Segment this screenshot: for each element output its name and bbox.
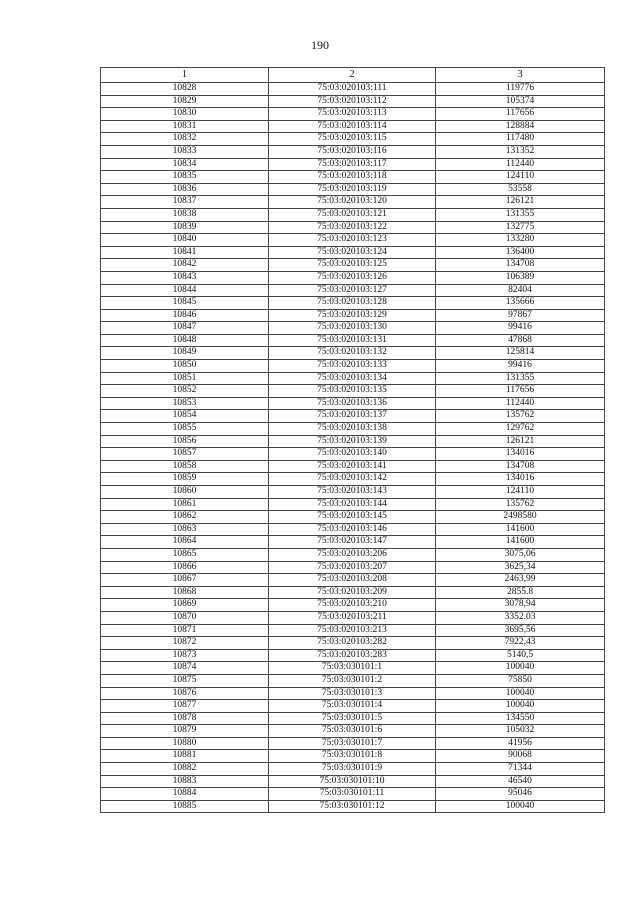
value-cell: 126121	[436, 196, 605, 209]
row-number-cell: 10841	[101, 246, 269, 259]
cadastral-number-cell: 75:03:020103:146	[269, 523, 436, 536]
row-number-cell: 10833	[101, 145, 269, 158]
table-row	[101, 775, 605, 788]
table-row	[101, 133, 605, 146]
table-row	[101, 221, 605, 234]
value-cell: 47868	[436, 334, 605, 347]
row-number-cell: 10829	[101, 95, 269, 108]
cadastral-number-cell: 75:03:020103:141	[269, 460, 436, 473]
cadastral-number-cell: 75:03:020103:116	[269, 145, 436, 158]
cadastral-number-cell: 75:03:020103:125	[269, 259, 436, 272]
value-cell: 2855.8	[436, 586, 605, 599]
value-cell: 3352.03	[436, 611, 605, 624]
value-cell: 131355	[436, 372, 605, 385]
cadastral-number-cell: 75:03:020103:209	[269, 586, 436, 599]
value-cell: 106389	[436, 271, 605, 284]
cadastral-number-cell: 75:03:030101:5	[269, 712, 436, 725]
table-row	[101, 171, 605, 184]
column-header-2: 2	[269, 68, 436, 83]
row-number-cell: 10875	[101, 674, 269, 687]
table-row	[101, 674, 605, 687]
cadastral-number-cell: 75:03:020103:132	[269, 347, 436, 360]
table-row	[101, 687, 605, 700]
row-number-cell: 10873	[101, 649, 269, 662]
table-body	[101, 83, 605, 813]
value-cell: 135762	[436, 498, 605, 511]
table-row	[101, 372, 605, 385]
value-cell: 3625,34	[436, 561, 605, 574]
value-cell: 3695,56	[436, 624, 605, 637]
cadastral-number-cell: 75:03:030101:7	[269, 737, 436, 750]
value-cell: 53558	[436, 183, 605, 196]
cadastral-number-cell: 75:03:020103:131	[269, 334, 436, 347]
table-row	[101, 574, 605, 587]
row-number-cell: 10865	[101, 548, 269, 561]
row-number-cell: 10857	[101, 448, 269, 461]
table-row	[101, 297, 605, 310]
value-cell: 99416	[436, 322, 605, 335]
cadastral-number-cell: 75:03:020103:126	[269, 271, 436, 284]
cadastral-number-cell: 75:03:020103:111	[269, 83, 436, 96]
row-number-cell: 10867	[101, 574, 269, 587]
table-row	[101, 385, 605, 398]
value-cell: 2498580	[436, 511, 605, 524]
row-number-cell: 10836	[101, 183, 269, 196]
row-number-cell: 10854	[101, 410, 269, 423]
cadastral-number-cell: 75:03:020103:136	[269, 397, 436, 410]
row-number-cell: 10840	[101, 234, 269, 247]
value-cell: 46540	[436, 775, 605, 788]
row-number-cell: 10839	[101, 221, 269, 234]
cadastral-number-cell: 75:03:020103:114	[269, 120, 436, 133]
row-number-cell: 10850	[101, 360, 269, 373]
cadastral-number-cell: 75:03:020103:147	[269, 536, 436, 549]
value-cell: 112440	[436, 158, 605, 171]
cadastral-number-cell: 75:03:020103:144	[269, 498, 436, 511]
value-cell: 124110	[436, 486, 605, 499]
table-row	[101, 548, 605, 561]
cadastral-number-cell: 75:03:020103:210	[269, 599, 436, 612]
table-row	[101, 473, 605, 486]
cadastral-number-cell: 75:03:020103:123	[269, 234, 436, 247]
table-row	[101, 649, 605, 662]
table-row	[101, 662, 605, 675]
value-cell: 105374	[436, 95, 605, 108]
value-cell: 112440	[436, 397, 605, 410]
cadastral-number-cell: 75:03:020103:143	[269, 486, 436, 499]
table-row	[101, 145, 605, 158]
table-row	[101, 158, 605, 171]
row-number-cell: 10847	[101, 322, 269, 335]
table-row	[101, 561, 605, 574]
value-cell: 124110	[436, 171, 605, 184]
row-number-cell: 10851	[101, 372, 269, 385]
value-cell: 135762	[436, 410, 605, 423]
row-number-cell: 10834	[101, 158, 269, 171]
page-number: 190	[311, 38, 329, 52]
table-row	[101, 725, 605, 738]
value-cell: 134708	[436, 259, 605, 272]
value-cell: 119776	[436, 83, 605, 96]
value-cell: 100040	[436, 800, 605, 813]
row-number-cell: 10830	[101, 108, 269, 121]
row-number-cell: 10859	[101, 473, 269, 486]
table-row	[101, 712, 605, 725]
cadastral-number-cell: 75:03:020103:206	[269, 548, 436, 561]
cadastral-number-cell: 75:03:020103:134	[269, 372, 436, 385]
cadastral-number-cell: 75:03:020103:142	[269, 473, 436, 486]
row-number-cell: 10858	[101, 460, 269, 473]
table-row	[101, 347, 605, 360]
value-cell: 5140,5	[436, 649, 605, 662]
cadastral-number-cell: 75:03:020103:115	[269, 133, 436, 146]
row-number-cell: 10837	[101, 196, 269, 209]
value-cell: 97867	[436, 309, 605, 322]
table-row	[101, 259, 605, 272]
value-cell: 71344	[436, 763, 605, 776]
cadastral-number-cell: 75:03:020103:127	[269, 284, 436, 297]
value-cell: 134708	[436, 460, 605, 473]
row-number-cell: 10868	[101, 586, 269, 599]
cadastral-number-cell: 75:03:020103:145	[269, 511, 436, 524]
table-row	[101, 624, 605, 637]
cadastral-number-cell: 75:03:030101:1	[269, 662, 436, 675]
cadastral-number-cell: 75:03:020103:135	[269, 385, 436, 398]
value-cell: 136400	[436, 246, 605, 259]
cadastral-number-cell: 75:03:030101:3	[269, 687, 436, 700]
table-row	[101, 196, 605, 209]
table-row	[101, 284, 605, 297]
cadastral-number-cell: 75:03:030101:11	[269, 788, 436, 801]
cadastral-number-cell: 75:03:020103:119	[269, 183, 436, 196]
cadastral-number-cell: 75:03:030101:6	[269, 725, 436, 738]
row-number-cell: 10838	[101, 208, 269, 221]
table-row	[101, 183, 605, 196]
table-row	[101, 360, 605, 373]
row-number-cell: 10862	[101, 511, 269, 524]
cadastral-number-cell: 75:03:020103:112	[269, 95, 436, 108]
cadastral-number-cell: 75:03:030101:9	[269, 763, 436, 776]
table-row	[101, 586, 605, 599]
row-number-cell: 10880	[101, 737, 269, 750]
value-cell: 117656	[436, 108, 605, 121]
row-number-cell: 10853	[101, 397, 269, 410]
row-number-cell: 10863	[101, 523, 269, 536]
row-number-cell: 10876	[101, 687, 269, 700]
value-cell: 100040	[436, 687, 605, 700]
cadastral-number-cell: 75:03:020103:118	[269, 171, 436, 184]
row-number-cell: 10828	[101, 83, 269, 96]
cadastral-number-cell: 75:03:020103:129	[269, 309, 436, 322]
row-number-cell: 10860	[101, 486, 269, 499]
table-row	[101, 737, 605, 750]
header-row	[101, 68, 605, 83]
cadastral-number-cell: 75:03:020103:213	[269, 624, 436, 637]
value-cell: 117656	[436, 385, 605, 398]
cadastral-number-cell: 75:03:020103:208	[269, 574, 436, 587]
row-number-cell: 10856	[101, 435, 269, 448]
row-number-cell: 10869	[101, 599, 269, 612]
value-cell: 75850	[436, 674, 605, 687]
cadastral-number-cell: 75:03:020103:121	[269, 208, 436, 221]
cadastral-number-cell: 75:03:020103:122	[269, 221, 436, 234]
table-row	[101, 334, 605, 347]
value-cell: 82404	[436, 284, 605, 297]
table-row	[101, 423, 605, 436]
data-table	[100, 67, 605, 813]
table-row	[101, 637, 605, 650]
row-number-cell: 10883	[101, 775, 269, 788]
table-row	[101, 83, 605, 96]
row-number-cell: 10861	[101, 498, 269, 511]
cadastral-number-cell: 75:03:020103:124	[269, 246, 436, 259]
value-cell: 141600	[436, 523, 605, 536]
row-number-cell: 10845	[101, 297, 269, 310]
value-cell: 117480	[436, 133, 605, 146]
table-row	[101, 435, 605, 448]
row-number-cell: 10866	[101, 561, 269, 574]
table-row	[101, 460, 605, 473]
table-row	[101, 511, 605, 524]
row-number-cell: 10852	[101, 385, 269, 398]
row-number-cell: 10844	[101, 284, 269, 297]
value-cell: 99416	[436, 360, 605, 373]
table-row	[101, 800, 605, 813]
table-row	[101, 246, 605, 259]
table-row	[101, 611, 605, 624]
column-header-3: 3	[436, 68, 605, 83]
row-number-cell: 10835	[101, 171, 269, 184]
cadastral-number-cell: 75:03:020103:211	[269, 611, 436, 624]
value-cell: 3075,06	[436, 548, 605, 561]
table-row	[101, 95, 605, 108]
value-cell: 134016	[436, 473, 605, 486]
table-row	[101, 208, 605, 221]
value-cell: 128884	[436, 120, 605, 133]
cadastral-number-cell: 75:03:030101:4	[269, 700, 436, 713]
value-cell: 133280	[436, 234, 605, 247]
value-cell: 131355	[436, 208, 605, 221]
table-row	[101, 410, 605, 423]
cadastral-number-cell: 75:03:030101:2	[269, 674, 436, 687]
row-number-cell: 10872	[101, 637, 269, 650]
value-cell: 7922,43	[436, 637, 605, 650]
row-number-cell: 10849	[101, 347, 269, 360]
value-cell: 105032	[436, 725, 605, 738]
cadastral-number-cell: 75:03:020103:117	[269, 158, 436, 171]
cadastral-number-cell: 75:03:030101:8	[269, 750, 436, 763]
value-cell: 100040	[436, 662, 605, 675]
row-number-cell: 10842	[101, 259, 269, 272]
table-row	[101, 700, 605, 713]
value-cell: 134016	[436, 448, 605, 461]
value-cell: 132775	[436, 221, 605, 234]
row-number-cell: 10874	[101, 662, 269, 675]
table-row	[101, 536, 605, 549]
row-number-cell: 10885	[101, 800, 269, 813]
table-row	[101, 750, 605, 763]
value-cell: 2463,99	[436, 574, 605, 587]
value-cell: 90068	[436, 750, 605, 763]
table-row	[101, 523, 605, 536]
row-number-cell: 10877	[101, 700, 269, 713]
value-cell: 141600	[436, 536, 605, 549]
value-cell: 41956	[436, 737, 605, 750]
cadastral-number-cell: 75:03:020103:128	[269, 297, 436, 310]
row-number-cell: 10879	[101, 725, 269, 738]
table-row	[101, 271, 605, 284]
value-cell: 95046	[436, 788, 605, 801]
cadastral-number-cell: 75:03:020103:138	[269, 423, 436, 436]
value-cell: 131352	[436, 145, 605, 158]
row-number-cell: 10871	[101, 624, 269, 637]
table-row	[101, 108, 605, 121]
cadastral-number-cell: 75:03:020103:283	[269, 649, 436, 662]
cadastral-number-cell: 75:03:020103:207	[269, 561, 436, 574]
cadastral-number-cell: 75:03:020103:133	[269, 360, 436, 373]
table-row	[101, 763, 605, 776]
cadastral-number-cell: 75:03:020103:137	[269, 410, 436, 423]
table-row	[101, 599, 605, 612]
table-row	[101, 322, 605, 335]
row-number-cell: 10831	[101, 120, 269, 133]
table-row	[101, 234, 605, 247]
row-number-cell: 10870	[101, 611, 269, 624]
row-number-cell: 10878	[101, 712, 269, 725]
table-row	[101, 309, 605, 322]
row-number-cell: 10848	[101, 334, 269, 347]
column-header-1: 1	[101, 68, 269, 83]
table-row	[101, 448, 605, 461]
row-number-cell: 10855	[101, 423, 269, 436]
row-number-cell: 10881	[101, 750, 269, 763]
value-cell: 125814	[436, 347, 605, 360]
row-number-cell: 10846	[101, 309, 269, 322]
row-number-cell: 10843	[101, 271, 269, 284]
table-row	[101, 120, 605, 133]
row-number-cell: 10882	[101, 763, 269, 776]
value-cell: 3078,94	[436, 599, 605, 612]
cadastral-number-cell: 75:03:020103:140	[269, 448, 436, 461]
table-row	[101, 788, 605, 801]
cadastral-number-cell: 75:03:020103:120	[269, 196, 436, 209]
cadastral-number-cell: 75:03:020103:130	[269, 322, 436, 335]
cadastral-number-cell: 75:03:030101:10	[269, 775, 436, 788]
value-cell: 129762	[436, 423, 605, 436]
row-number-cell: 10864	[101, 536, 269, 549]
value-cell: 126121	[436, 435, 605, 448]
table-row	[101, 486, 605, 499]
table-row	[101, 397, 605, 410]
value-cell: 134550	[436, 712, 605, 725]
cadastral-number-cell: 75:03:020103:282	[269, 637, 436, 650]
table-row	[101, 498, 605, 511]
row-number-cell: 10832	[101, 133, 269, 146]
value-cell: 100040	[436, 700, 605, 713]
cadastral-number-cell: 75:03:020103:139	[269, 435, 436, 448]
cadastral-number-cell: 75:03:020103:113	[269, 108, 436, 121]
cadastral-number-cell: 75:03:030101:12	[269, 800, 436, 813]
row-number-cell: 10884	[101, 788, 269, 801]
value-cell: 135666	[436, 297, 605, 310]
